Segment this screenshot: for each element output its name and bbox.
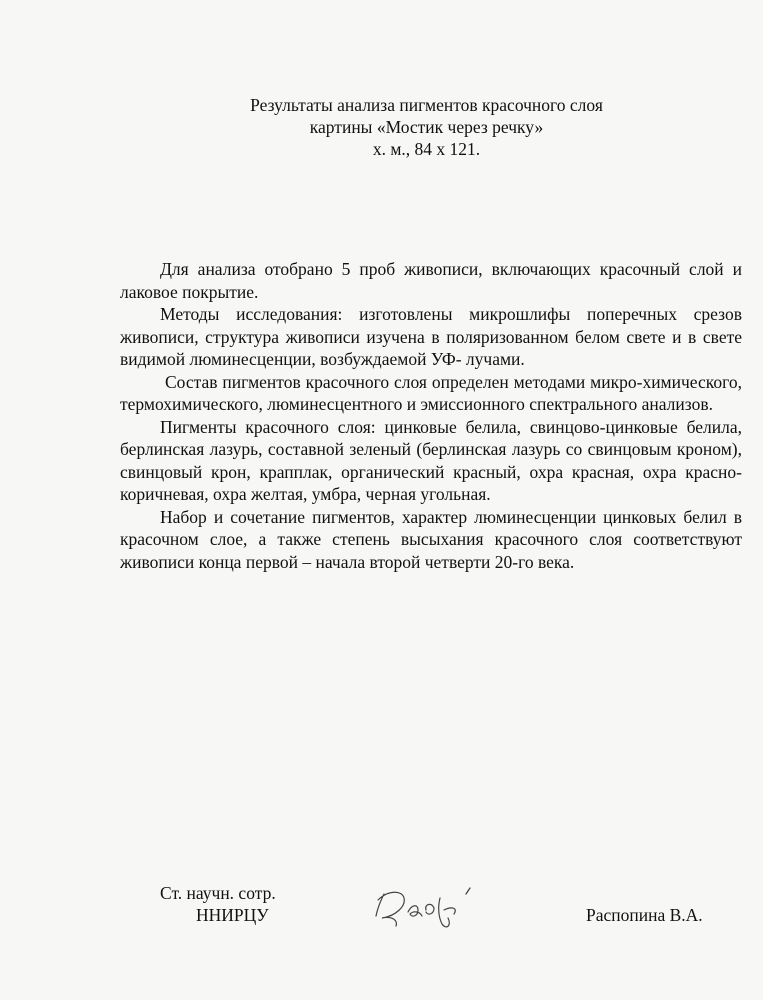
paragraph-samples: Для анализа отобрано 5 проб живописи, включающих красочный слой и лаковое покрытие. bbox=[120, 259, 742, 302]
document-body bbox=[120, 258, 742, 573]
paragraph-conclusion: Набор и сочетание пигментов, характер люминесценции цинковых белил в красочном слое, а также степень высыхания красочного слоя соответствуют живописи конца первой – начала второй четверти 20-го века. bbox=[120, 506, 742, 572]
title-line-3: х. м., 84 х 121. bbox=[372, 139, 481, 159]
signatory-organization: ННИРЦУ bbox=[196, 905, 269, 925]
paragraph-methods: Методы исследования: изготовлены микрошлифы поперечных срезов живописи, структура живописи изучена в поляризованном белом свете и в свете видимой люминесценции, возбуждаемой УФ- лучами. bbox=[120, 304, 742, 369]
title-line-1: Результаты анализа пигментов красочного слоя bbox=[250, 95, 603, 115]
title-line-2: картины «Мостик через речку» bbox=[309, 117, 544, 137]
signatory-affiliation bbox=[160, 882, 276, 926]
document-title bbox=[0, 94, 763, 160]
signatory-position: Ст. научн. сотр. bbox=[160, 883, 276, 903]
signatory-name: Распопина В.А. bbox=[586, 905, 703, 925]
paragraph-composition: Состав пигментов красочного слоя определен методами микро-химического, термохимического, люминесцентного и эмиссионного спектрального анализов. bbox=[120, 371, 742, 414]
handwritten-signature-icon bbox=[368, 876, 488, 936]
paragraph-pigments: Пигменты красочного слоя: цинковые белила, свинцово-цинковые белила, берлинская лазурь, составной зеленый (берлинская лазурь со свинцовым кроном), свинцовый крон, крапплак, органический красный, охра красная, охра красно-коричневая, охра желтая, умбра, черная угольная. bbox=[120, 416, 742, 504]
